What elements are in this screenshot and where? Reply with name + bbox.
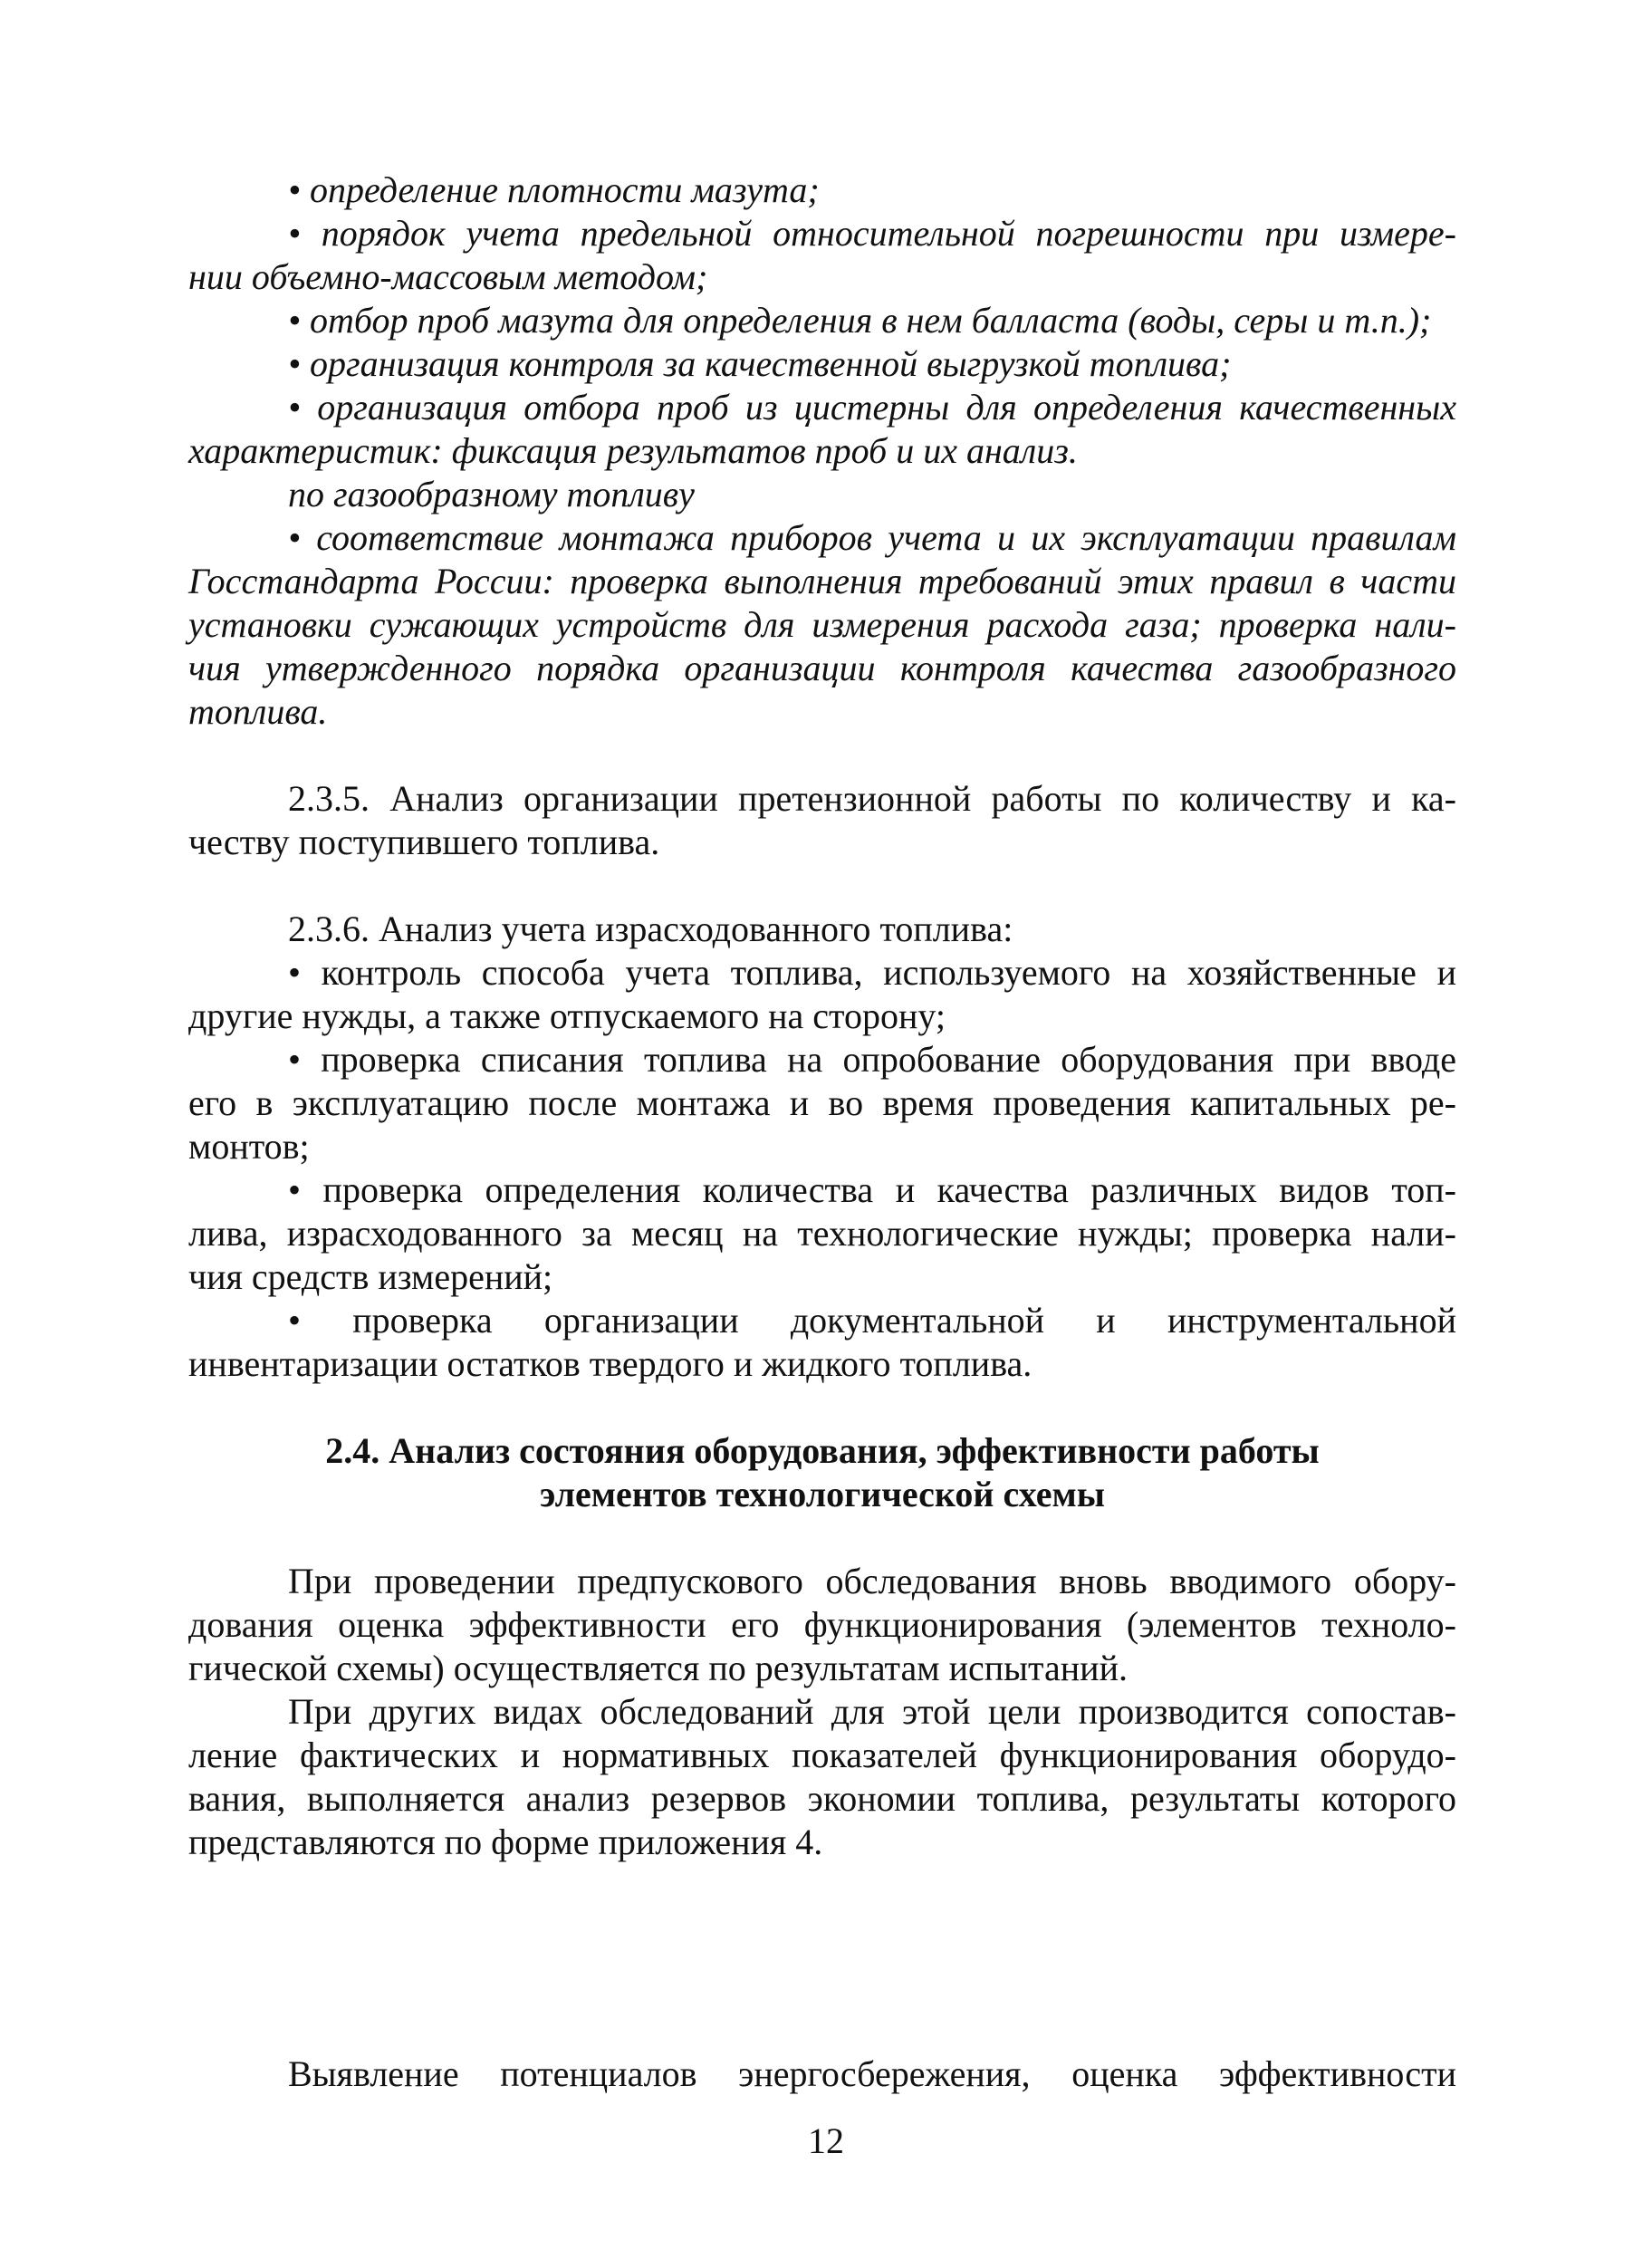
subheading-gaseous-fuel: по газообразному топливу — [288, 474, 695, 514]
list-item-tank-sampling: • организация отбора проб из цистерны для определения качественных — [288, 387, 1456, 428]
page-number: 12 — [808, 2120, 844, 2161]
list-item-meters-compliance-cont2: установки сужающих устройств для измерения расхода газа; проверка нали- — [188, 604, 1456, 645]
list-item-line: • контроль способа учета топлива, используемого на хозяйственные и — [288, 952, 1456, 993]
list-item-line: монтов; — [188, 1126, 310, 1167]
section-2-3-5 — [188, 777, 1456, 864]
section-heading-line: 2.4. Анализ состояния оборудования, эффективности работы — [325, 1430, 1320, 1471]
list-item-error-procedure-cont: нии объемно-массовым методом; — [188, 256, 708, 297]
list-item-sampling: • отбор проб мазута для определения в нем балласта (воды, серы и т.п.); — [288, 300, 1432, 341]
paragraph-line: вания, выполняется анализ резервов экономии топлива, результаты которого — [188, 1778, 1456, 1819]
paragraph-line: гической схемы) осуществляется по результатам испытаний. — [188, 1648, 1128, 1688]
list-item-line: его в эксплуатацию после монтажа и во время проведения капитальных ре- — [188, 1082, 1456, 1123]
section-heading-line: элементов технологической схемы — [540, 1474, 1105, 1514]
document-page — [188, 168, 1456, 1864]
section-2-4-body — [188, 1560, 1456, 1864]
paragraph-line: 2.3.5. Анализ организации претензионной работы по количеству и ка- — [288, 778, 1456, 819]
section-2-3-6 — [188, 908, 1456, 1386]
paragraph-line: честву поступившего топлива. — [188, 822, 660, 862]
list-item-meters-compliance-cont3: чия утвержденного порядка организации контроля качества газообразного — [188, 648, 1456, 688]
list-item-error-procedure: • порядок учета предельной относительной погрешности при измере- — [288, 213, 1456, 254]
list-item-line: чия средств измерений; — [188, 1256, 553, 1297]
paragraph-line: При проведении предпускового обследования вновь вводимого обору- — [288, 1561, 1456, 1601]
list-item-meters-compliance-cont4: топлива. — [188, 691, 328, 732]
list-item-line: лива, израсходованного за месяц на технологические нужды; проверка нали- — [188, 1213, 1456, 1254]
list-item-line: • проверка организации документальной и инструментальной — [288, 1300, 1456, 1341]
paragraph-line: ление фактических и нормативных показателей функционирования оборудо- — [188, 1735, 1456, 1775]
list-item-meters-compliance-cont1: Госстандарта России: проверка выполнения требований этих правил в части — [188, 561, 1456, 601]
list-item-line: • проверка определения количества и качества различных видов топ- — [288, 1169, 1456, 1210]
list-item-line: другие нужды, а также отпускаемого на сторону; — [188, 995, 946, 1036]
list-item-tank-sampling-cont: характеристик: фиксация результатов проб и их анализ. — [188, 430, 1078, 471]
italic-list-block — [188, 168, 1456, 734]
paragraph-line: 2.3.6. Анализ учета израсходованного топлива: — [288, 908, 1013, 949]
list-item-line: • проверка списания топлива на опробование оборудования при вводе — [288, 1039, 1456, 1080]
list-item-unloading-control: • организация контроля за качественной выгрузкой топлива; — [288, 343, 1232, 384]
paragraph-line: При других видах обследований для этой цели производится сопостав- — [288, 1691, 1456, 1732]
paragraph-line: дования оценка эффективности его функционирования (элементов техноло- — [188, 1604, 1456, 1645]
continuation-line: Выявление потенциалов энергосбережения, оценка эффективности — [288, 2053, 1456, 2094]
section-heading-2-4 — [188, 1429, 1456, 1516]
list-item-line: инвентаризации остатков твердого и жидкого топлива. — [188, 1343, 1032, 1384]
list-item-meters-compliance: • соответствие монтажа приборов учета и их эксплуатации правилам — [288, 517, 1456, 558]
paragraph-line: представляются по форме приложения 4. — [188, 1822, 823, 1862]
list-item-density: • определение плотности мазута; — [288, 169, 820, 210]
